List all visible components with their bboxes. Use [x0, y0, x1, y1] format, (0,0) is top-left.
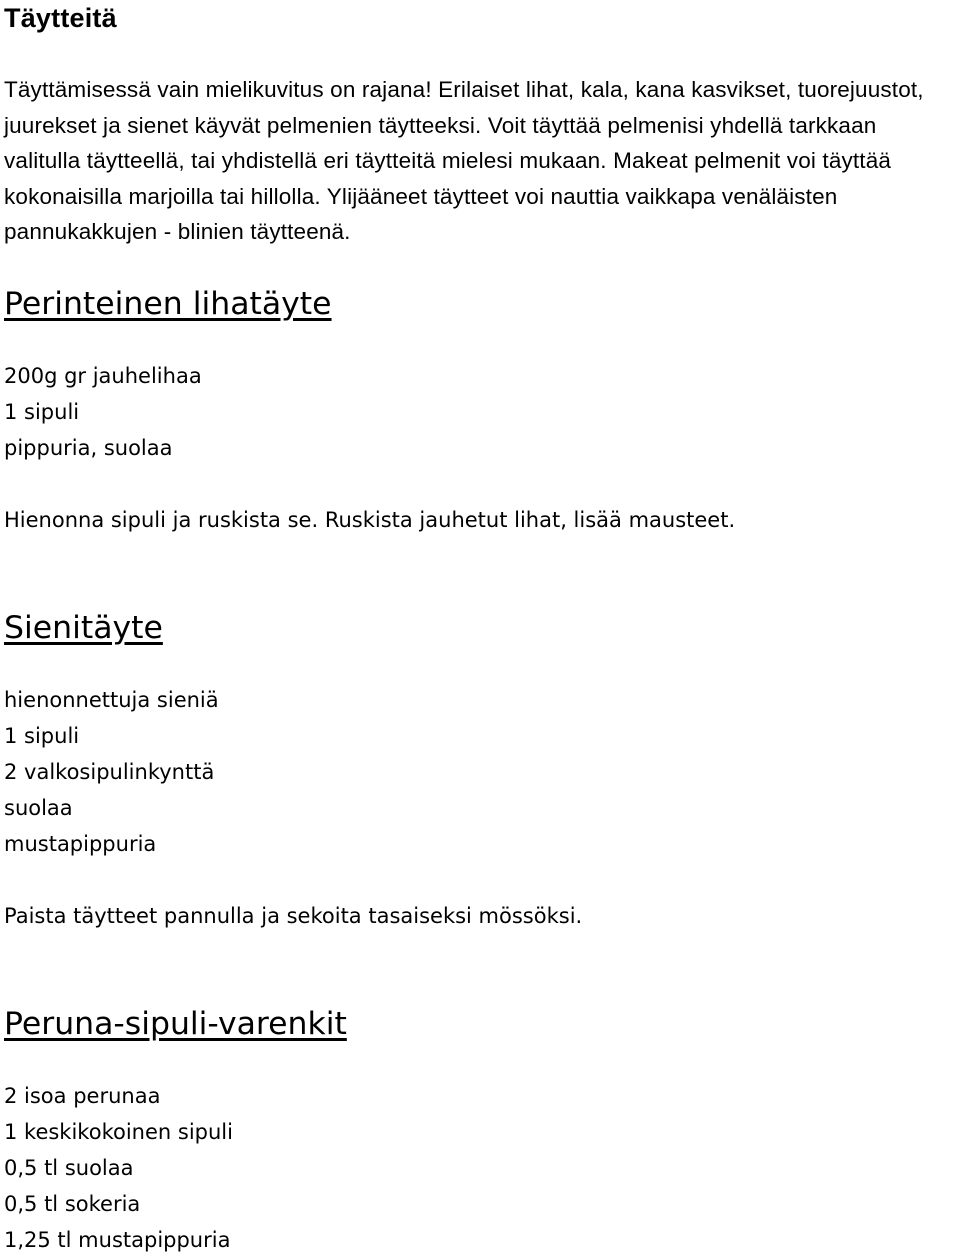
- intro-paragraph: Täyttämisessä vain mielikuvitus on rajana! Erilaiset lihat, kala, kana kasvikset, tuorejuustot, juurekset ja sienet käyvät pelmenien täytteeksi. Voit täyttää pelmenisi yhdellä tarkkaan valitulla täytteellä, tai yhdistellä eri täytteitä mielesi mukaan. Makeat pelmenit voi täyttää kokonaisilla marjoilla tai hillolla. Ylijääneet täytteet voi nauttia vaikkapa venäläisten pannukakkujen - blinien täytteenä.: [4, 77, 924, 245]
- ingredient-item: 1 sipuli: [4, 723, 80, 748]
- ingredient-item: suolaa: [4, 795, 73, 820]
- ingredient-item: 1 sipuli: [4, 399, 80, 424]
- recipe-section-meat: [4, 286, 956, 538]
- document-page: [4, 0, 956, 1258]
- ingredient-item: 2 valkosipulinkynttä: [4, 759, 215, 784]
- ingredient-item: 2 isoa perunaa: [4, 1083, 161, 1108]
- ingredient-item: 0,5 tl sokeria: [4, 1191, 141, 1216]
- ingredient-item: hienonnettuja sieniä: [4, 687, 219, 712]
- ingredient-item: 200g gr jauhelihaa: [4, 363, 202, 388]
- instructions: Paista täytteet pannulla ja sekoita tasaiseksi mössöksi.: [4, 903, 583, 928]
- ingredient-item: 1 keskikokoinen sipuli: [4, 1119, 233, 1144]
- ingredient-list: [4, 682, 956, 862]
- ingredient-item: 0,5 tl suolaa: [4, 1155, 134, 1180]
- ingredient-item: 1,25 tl mustapippuria: [4, 1227, 231, 1252]
- section-heading: Peruna-sipuli-varenkit: [4, 1005, 347, 1042]
- recipes: [4, 250, 956, 1258]
- ingredient-item: mustapippuria: [4, 831, 157, 856]
- recipe-section-mushroom: [4, 610, 956, 934]
- recipe-section-potato-onion: [4, 1006, 956, 1258]
- instructions: Hienonna sipuli ja ruskista se. Ruskista jauhetut lihat, lisää mausteet.: [4, 507, 736, 532]
- section-heading: Sienitäyte: [4, 609, 163, 646]
- section-heading: Perinteinen lihatäyte: [4, 285, 332, 322]
- page-title: Täytteitä: [4, 3, 117, 33]
- ingredient-list: [4, 358, 956, 466]
- ingredient-list: [4, 1078, 956, 1258]
- ingredient-item: pippuria, suolaa: [4, 435, 173, 460]
